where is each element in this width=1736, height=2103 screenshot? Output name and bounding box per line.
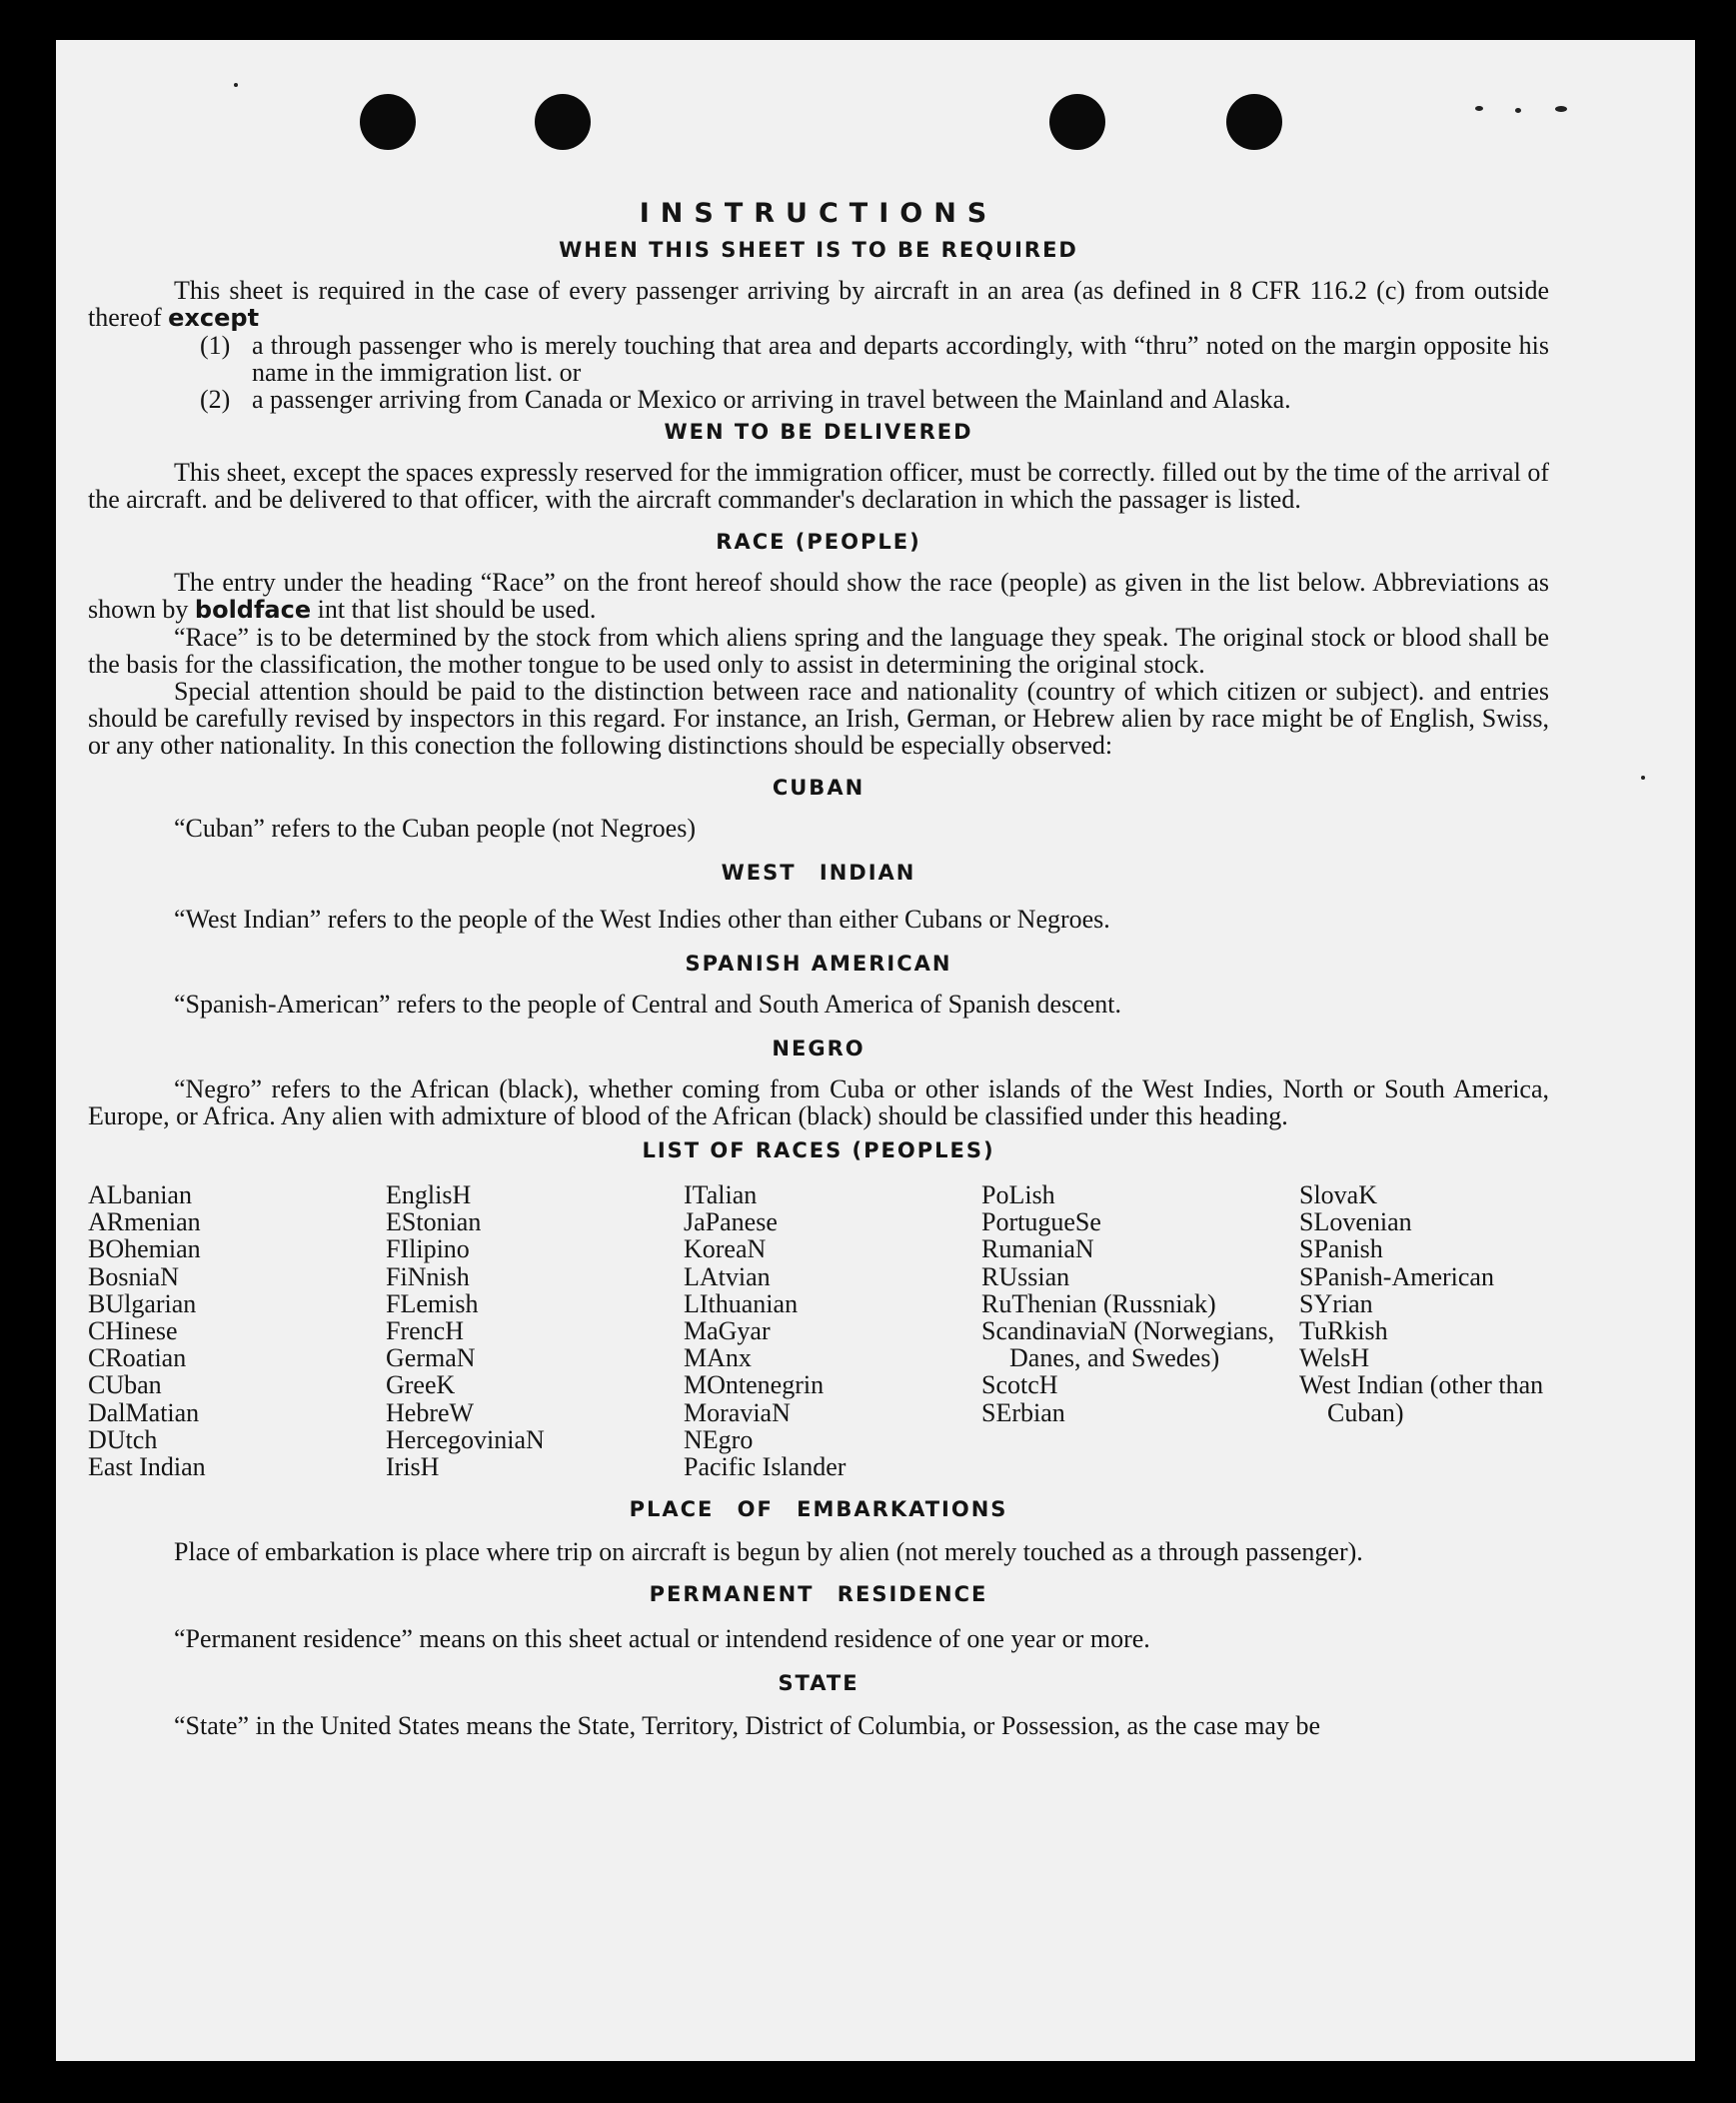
race-item: Pacific Islander <box>684 1452 847 1482</box>
race-item: SLovenian <box>1299 1207 1412 1237</box>
except-keyword: except <box>168 304 260 332</box>
race-item: ScotcH <box>981 1370 1058 1400</box>
race-column <box>1299 1181 1549 1480</box>
race-column <box>88 1181 386 1480</box>
heading-when-delivered: WEN TO BE DELIVERED <box>664 420 973 444</box>
item-text: a passenger arriving from Canada or Mexico or arriving in travel between the Mainland and Alaska. <box>252 385 1291 414</box>
exception-item <box>200 386 1549 413</box>
race-item: JaPanese <box>684 1207 778 1237</box>
race-item: FrencH <box>386 1316 464 1346</box>
race-paragraph-3: Special attention should be paid to the distinction between race and nationality (country of which citizen or subject). and entries should be carefully revised by inspectors in this regard. For instance, an Irish, German, or Hebrew alien by race might be of English, Swiss, or any other nationality. In this conection the following distinctions should be especially observed: <box>88 677 1549 760</box>
punch-hole <box>535 94 591 150</box>
race-item: WelsH <box>1299 1343 1370 1373</box>
heading-permanent-residence: PERMANENT RESIDENCE <box>649 1582 988 1607</box>
heading-race: RACE (PEOPLE) <box>716 530 921 554</box>
document-sheet <box>56 40 1695 2061</box>
heading-when-required: WHEN THIS SHEET IS TO BE REQUIRED <box>559 238 1078 262</box>
residence-paragraph: “Permanent residence” means on this sheet actual or intendend residence of one year or more. <box>174 1624 1150 1654</box>
instructions-body <box>88 192 1549 1739</box>
embarkation-paragraph: Place of embarkation is place where trip on aircraft is begun by alien (not merely touched as a through passenger). <box>174 1537 1363 1567</box>
race-item: RuThenian (Russniak) <box>981 1288 1216 1318</box>
race-item: BosniaN <box>88 1261 179 1291</box>
race-item: BOhemian <box>88 1234 201 1264</box>
race-item: MAnx <box>684 1343 752 1373</box>
race-item: ITalian <box>684 1180 758 1209</box>
race-item: SErbian <box>981 1397 1065 1427</box>
race-item: DUtch <box>88 1424 158 1454</box>
punch-hole <box>360 94 416 150</box>
race-item: TuRkish <box>1299 1316 1388 1346</box>
race-item: EStonian <box>386 1207 482 1237</box>
race-column <box>981 1181 1299 1480</box>
item-number: (2) <box>200 385 231 414</box>
race-column <box>684 1181 981 1480</box>
west-indian-paragraph: “West Indian” refers to the people of the West Indies other than either Cubans or Negroes. <box>174 905 1110 934</box>
exception-item <box>200 332 1549 386</box>
race-item: CUban <box>88 1370 162 1400</box>
race-p1-before: The entry under the heading “Race” on the front hereof should show the race (people) as given in the list below. Abbreviations as shown by <box>88 568 1549 624</box>
race-item: EnglisH <box>386 1180 472 1209</box>
race-item: IrisH <box>386 1452 440 1482</box>
race-paragraph-1 <box>88 569 1549 624</box>
race-item: SlovaK <box>1299 1180 1377 1209</box>
race-item: ScandinaviaN (Norwegians, Danes, and Swedes) <box>981 1316 1275 1373</box>
race-item: West Indian (other than Cuban) <box>1299 1370 1544 1427</box>
race-item: FiNnish <box>386 1261 470 1291</box>
item-number: (1) <box>200 331 231 360</box>
race-item: RUssian <box>981 1261 1070 1291</box>
race-item: NEgro <box>684 1424 754 1454</box>
speck <box>234 83 238 87</box>
race-item: CHinese <box>88 1316 178 1346</box>
race-item: FLemish <box>386 1288 479 1318</box>
race-item: East Indian <box>88 1452 206 1482</box>
required-paragraph <box>88 277 1549 332</box>
race-item: ARmenian <box>88 1207 201 1237</box>
heading-negro: NEGRO <box>772 1037 866 1060</box>
heading-cuban: CUBAN <box>772 776 866 800</box>
race-item: FIlipino <box>386 1234 470 1264</box>
race-item: HebreW <box>386 1397 475 1427</box>
race-item: GreeK <box>386 1370 456 1400</box>
race-item: BUlgarian <box>88 1288 197 1318</box>
race-item: SPanish-American <box>1299 1261 1494 1291</box>
speck <box>1515 108 1521 113</box>
speck <box>1475 106 1483 111</box>
race-item: MaGyar <box>684 1316 771 1346</box>
boldface-keyword: boldface <box>194 596 312 624</box>
race-item: DalMatian <box>88 1397 200 1427</box>
race-item: CRoatian <box>88 1343 187 1373</box>
spanish-american-paragraph: “Spanish-American” refers to the people of Central and South America of Spanish descent. <box>174 990 1121 1019</box>
race-item: SYrian <box>1299 1288 1373 1318</box>
race-item: SPanish <box>1299 1234 1383 1264</box>
race-p1-after: int that list should be used. <box>317 595 597 624</box>
speck <box>1641 776 1645 780</box>
race-item: ALbanian <box>88 1180 192 1209</box>
race-paragraph-2: “Race” is to be determined by the stock from which aliens spring and the language they speak. The original stock or blood shall be the basis for the classification, the mother tongue to be used only to assist in determining the original stock. <box>88 623 1549 679</box>
heading-west-indian: WEST INDIAN <box>721 861 916 885</box>
race-item: KoreaN <box>684 1234 767 1264</box>
heading-list-of-races: LIST OF RACES (PEOPLES) <box>642 1138 995 1162</box>
required-intro: This sheet is required in the case of every passenger arriving by aircraft in an area (as defined in 8 CFR 116.2 (c) from outside thereof <box>88 276 1549 332</box>
state-paragraph: “State” in the United States means the State, Territory, District of Columbia, or Possession, as the case may be <box>174 1711 1320 1741</box>
punch-hole <box>1226 94 1282 150</box>
heading-state: STATE <box>778 1671 860 1696</box>
delivered-paragraph: This sheet, except the spaces expressly reserved for the immigration officer, must be correctly. filled out by the time of the arrival of the aircraft. and be delivered to that officer, with the aircraft commander's declaration in which the passager is listed. <box>88 458 1549 514</box>
race-item: RumaniaN <box>981 1234 1094 1264</box>
race-item: LAtvian <box>684 1261 771 1291</box>
punch-hole <box>1049 94 1105 150</box>
negro-paragraph: “Negro” refers to the African (black), whether coming from Cuba or other islands of the West Indies, North or South America, Europe, or Africa. Any alien with admixture of blood of the African (black) should be classified under this heading. <box>88 1074 1549 1130</box>
race-column <box>386 1181 684 1480</box>
race-item: MOntenegrin <box>684 1370 825 1400</box>
heading-place-of-embarkation: PLACE OF EMBARKATIONS <box>629 1497 1008 1522</box>
heading-spanish-american: SPANISH AMERICAN <box>685 952 952 976</box>
race-item: MoraviaN <box>684 1397 791 1427</box>
race-list <box>88 1181 1549 1480</box>
race-item: PortugueSe <box>981 1207 1101 1237</box>
speck <box>1555 106 1567 112</box>
item-text: a through passenger who is merely touching that area and departs accordingly, with “thru” noted on the margin opposite his name in the immigration list. or <box>252 331 1549 387</box>
race-item: HercegoviniaN <box>386 1424 545 1454</box>
race-item: LIthuanian <box>684 1288 799 1318</box>
race-item: GermaN <box>386 1343 476 1373</box>
cuban-paragraph: “Cuban” refers to the Cuban people (not Negroes) <box>174 814 696 843</box>
race-item: PoLish <box>981 1180 1055 1209</box>
page-title: INSTRUCTIONS <box>639 198 998 229</box>
